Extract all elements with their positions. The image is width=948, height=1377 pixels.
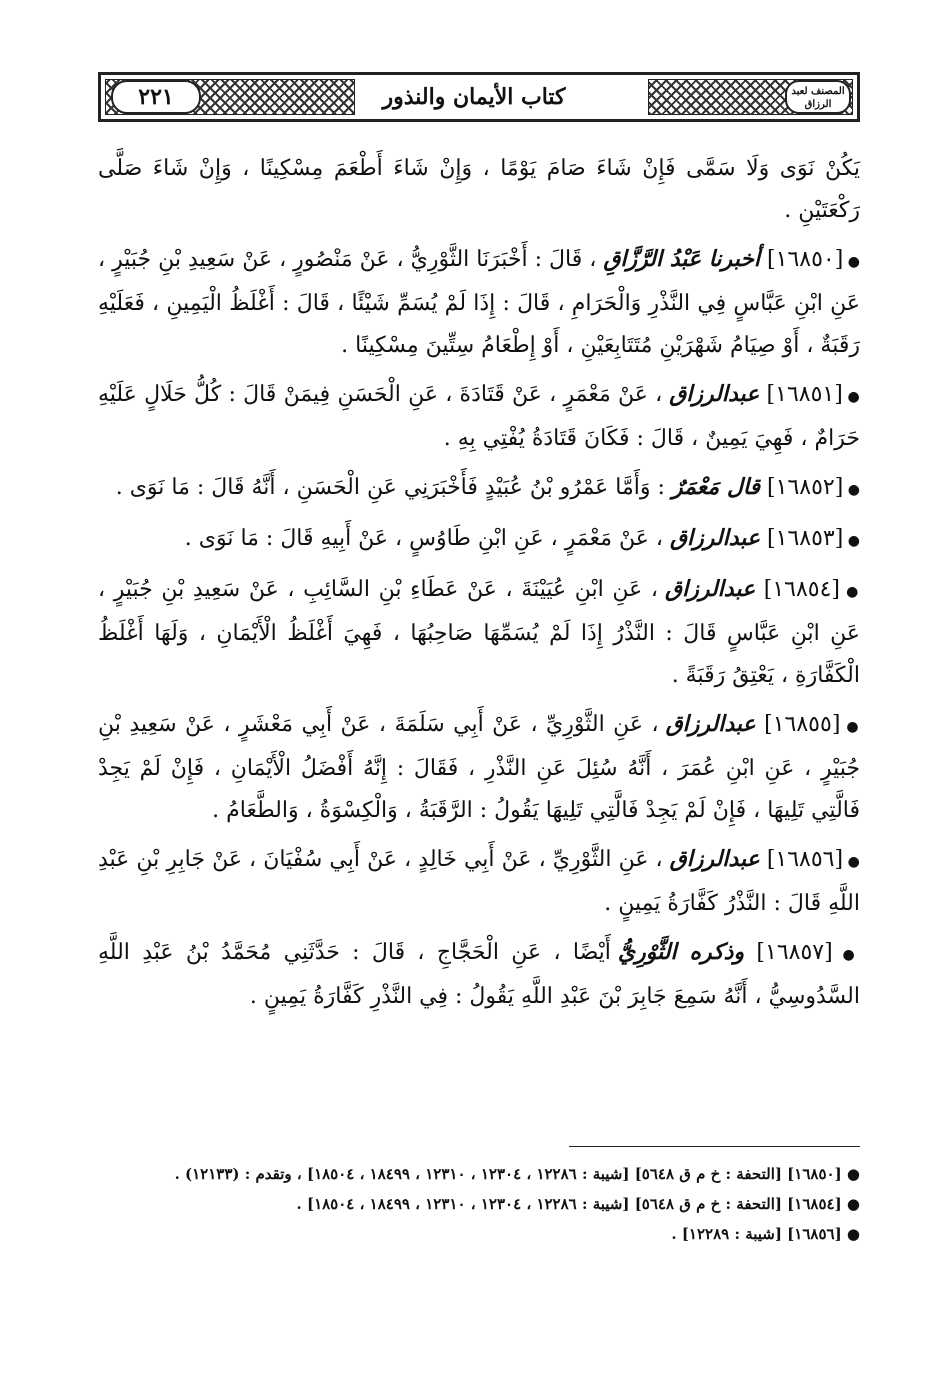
hadith-text: رَكْعَتَيْنِ . (784, 198, 860, 223)
hadith-source: عبدالرزاق (669, 381, 760, 407)
hadith-source: عبدالرزاق (665, 711, 756, 737)
hadith-text: حَرَامٌ ، فَهِيَ يَمِينٌ ، قَالَ : فَكَانَ قَتَادَةُ يُفْتِي بِهِ . (443, 426, 860, 451)
bullet-icon: ● (832, 947, 861, 963)
hadith-text: ، عَنْ مَعْمَرٍ ، عَنْ قَتَادَةَ ، عَنِ الْحَسَنِ فِيمَنْ قَالَ : كُلُّ حَلَالٍ عَلَيْهِ (98, 382, 670, 407)
page-header (98, 72, 860, 122)
hadith-paragraph (98, 373, 860, 460)
hadith-source: عبدالرزاق (669, 846, 760, 872)
hadith-text: رَقَبَةٌ ، أَوْ صِيَامُ شَهْرَيْنِ مُتَتَابِعَيْنِ ، أَوْ إِطْعَامُ سِتِّينَ مِسْكِينًا . (341, 333, 860, 358)
hadith-paragraph (98, 466, 860, 511)
bullet-icon: ● (843, 533, 860, 549)
hadith-source: عبدالرزاق (669, 525, 761, 551)
footnote (98, 1160, 860, 1188)
hadith-text: عَنِ ابْنِ عُمَرَ ، أَنَّهُ سُئِلَ عَنِ النَّذْرِ ، فَقَالَ : إِنَّهُ أَفْضَلُ الْأَيْمَانِ ، فَإِنْ لَمْ يَجِدْ فَالَّتِي تَلِيهَا ، (98, 756, 860, 823)
bullet-icon: ● (842, 389, 860, 405)
bullet-icon: ● (841, 1195, 860, 1213)
footnote-text: [١٦٨٥٤] [التحفة : خ م ق ٥٦٤٨] [شيبة : ١٢٢٨٦ ، ١٢٣٠٤ ، ١٢٣١٠ ، ١٨٤٩٩ ، ١٨٥٠٤] . (296, 1195, 842, 1213)
hadith-text: ، عَنْ مَعْمَرٍ ، عَنِ ابْنِ طَاوُسٍ ، عَنْ أَبِيهِ قَالَ : مَا نَوَى . (184, 526, 670, 551)
hadith-text: عَبْدِ اللَّهِ قَالَ : النَّذْرُ كَفَّارَةُ يَمِينٍ . (98, 847, 860, 916)
hadith-number: [١٦٨٥٦] (759, 847, 844, 872)
hadith-number: [١٦٨٥٣] (760, 526, 844, 551)
hadith-number: [١٦٨٥٤] (755, 577, 841, 602)
hadith-number: [١٦٨٥٥] (755, 712, 841, 737)
footnote (98, 1190, 860, 1218)
hadith-paragraph (98, 703, 860, 832)
hadith-paragraph (98, 568, 860, 697)
bullet-icon: ● (840, 584, 860, 600)
hadith-text: الْكَفَّارَةِ ، يَعْتِقُ رَقَبَةً . (671, 663, 860, 688)
hadith-source: وذكره الثَّوْرِيُّ (617, 939, 745, 965)
hadith-paragraph (98, 517, 860, 562)
main-text (98, 148, 860, 1024)
hadith-number: [١٦٨٥١] (759, 382, 843, 407)
footnote-text: [١٦٨٥٠] [التحفة : خ م ق ٥٦٤٨] [شيبة : ١٢٢٨٦ ، ١٢٣٠٤ ، ١٢٣١٠ ، ١٨٤٩٩ ، ١٨٥٠٤] ، وتقدم : (١٢١٣٣) . (174, 1165, 842, 1183)
hadith-source: قال مَعْمَرٌ (671, 474, 761, 500)
hadith-text: أَيْضًا ، عَنِ الْحَجَّاجِ ، قَالَ : حَدَّثَنِي مُحَمَّدُ بْنُ عَبْدِ اللَّهِ (98, 940, 618, 965)
hadith-paragraph (98, 838, 860, 925)
hadith-text: يَكُنْ نَوَى وَلَا سَمَّى فَإِنْ شَاءَ صَامَ يَوْمًا ، وَإِنْ شَاءَ أَطْعَمَ مِسْكِينًا ، وَإِنْ شَاءَ صَلَّى (98, 156, 860, 181)
hadith-text: عَنِ ابْنِ عَبَّاسٍ قَالَ : النَّذْرُ إِذَا لَمْ يُسَمِّهَا صَاحِبُهَا ، فَهِيَ أَغْلَظُ الْأَيْمَانِ ، وَلَهَا أَغْلَظُ (98, 621, 860, 646)
hadith-text: ، عَنِ ابْنِ عُيَيْنَةَ ، عَنْ عَطَاءِ بْنِ السَّائِبِ ، عَنْ سَعِيدِ بْنِ جُبَيْرٍ ، (98, 577, 666, 602)
hadith-text: ، عَنِ الثَّوْرِيِّ ، عَنْ أَبِي خَالِدٍ ، عَنْ أَبِي سُفْيَانَ ، عَنْ جَابِرِ بْنِ (129, 847, 670, 872)
chapter-title: كتاب الأيمان والنذور (363, 81, 585, 113)
bullet-icon: ● (843, 854, 860, 870)
hadith-text: ، عَنِ الثَّوْرِيِّ ، عَنْ أَبِي سَلَمَةَ ، عَنْ أَبِي مَعْشَرٍ ، عَنْ سَعِيدِ بْنِ جُبَيْرٍ ، (98, 712, 861, 781)
hadith-source: عبدالرزاق (665, 576, 756, 602)
book-logo: المصنف لعبد الرزاق (785, 80, 851, 114)
hadith-number: [١٦٨٥٢] (760, 475, 844, 500)
page-number: ٢٢١ (111, 80, 201, 114)
hadith-number: [١٦٨٥٠] (760, 247, 844, 272)
footnotes (98, 1160, 860, 1250)
hadith-paragraph (98, 931, 860, 1018)
footnote-text: [١٦٨٥٦] [شيبة : ١٢٢٨٩] . (671, 1225, 842, 1243)
bullet-icon: ● (841, 1225, 860, 1243)
bullet-icon: ● (843, 482, 860, 498)
hadith-paragraph (98, 148, 860, 232)
hadith-text: فَإِنْ لَمْ يَجِدْ فَالَّتِي تَلِيهَا يَقُولُ : الرَّقَبَةُ ، وَالْكِسْوَةُ ، وَالطَّعَامُ . (212, 798, 747, 823)
bullet-icon: ● (843, 254, 861, 270)
hadith-text: : وَأَمَّا عَمْرُو بْنُ عُبَيْدٍ فَأَخْبَرَنِي عَنِ الْحَسَنِ ، أَنَّهُ قَالَ : مَا نَوَى . (115, 475, 672, 500)
hadith-text: ، قَالَ : أَخْبَرَنَا الثَّوْرِيُّ ، عَنْ مَنْصُورٍ ، عَنْ سَعِيدِ بْنِ جُبَيْرٍ ، (98, 247, 604, 272)
hadith-number: [١٦٨٥٧] (744, 940, 833, 965)
hadith-source: أخبرنا عَبْدُ الرَّزَّاقِ (603, 246, 761, 272)
bullet-icon: ● (841, 1165, 860, 1183)
footnote (98, 1220, 860, 1248)
hadith-text: السَّدُوسِيُّ ، أَنَّهُ سَمِعَ جَابِرَ بْنَ عَبْدِ اللَّهِ يَقُولُ : فِي النَّذْرِ كَفَّارَةُ يَمِينٍ . (249, 984, 860, 1009)
bullet-icon: ● (840, 719, 860, 735)
footnote-divider (569, 1146, 860, 1147)
hadith-paragraph (98, 238, 860, 367)
hadith-text: عَنِ ابْنِ عَبَّاسٍ فِي النَّذْرِ وَالْحَرَامِ ، قَالَ : إِذَا لَمْ يُسَمِّ شَيْئًا ، قَالَ : أَغْلَظُ الْيَمِينِ ، فَعَلَيْهِ (98, 291, 860, 316)
